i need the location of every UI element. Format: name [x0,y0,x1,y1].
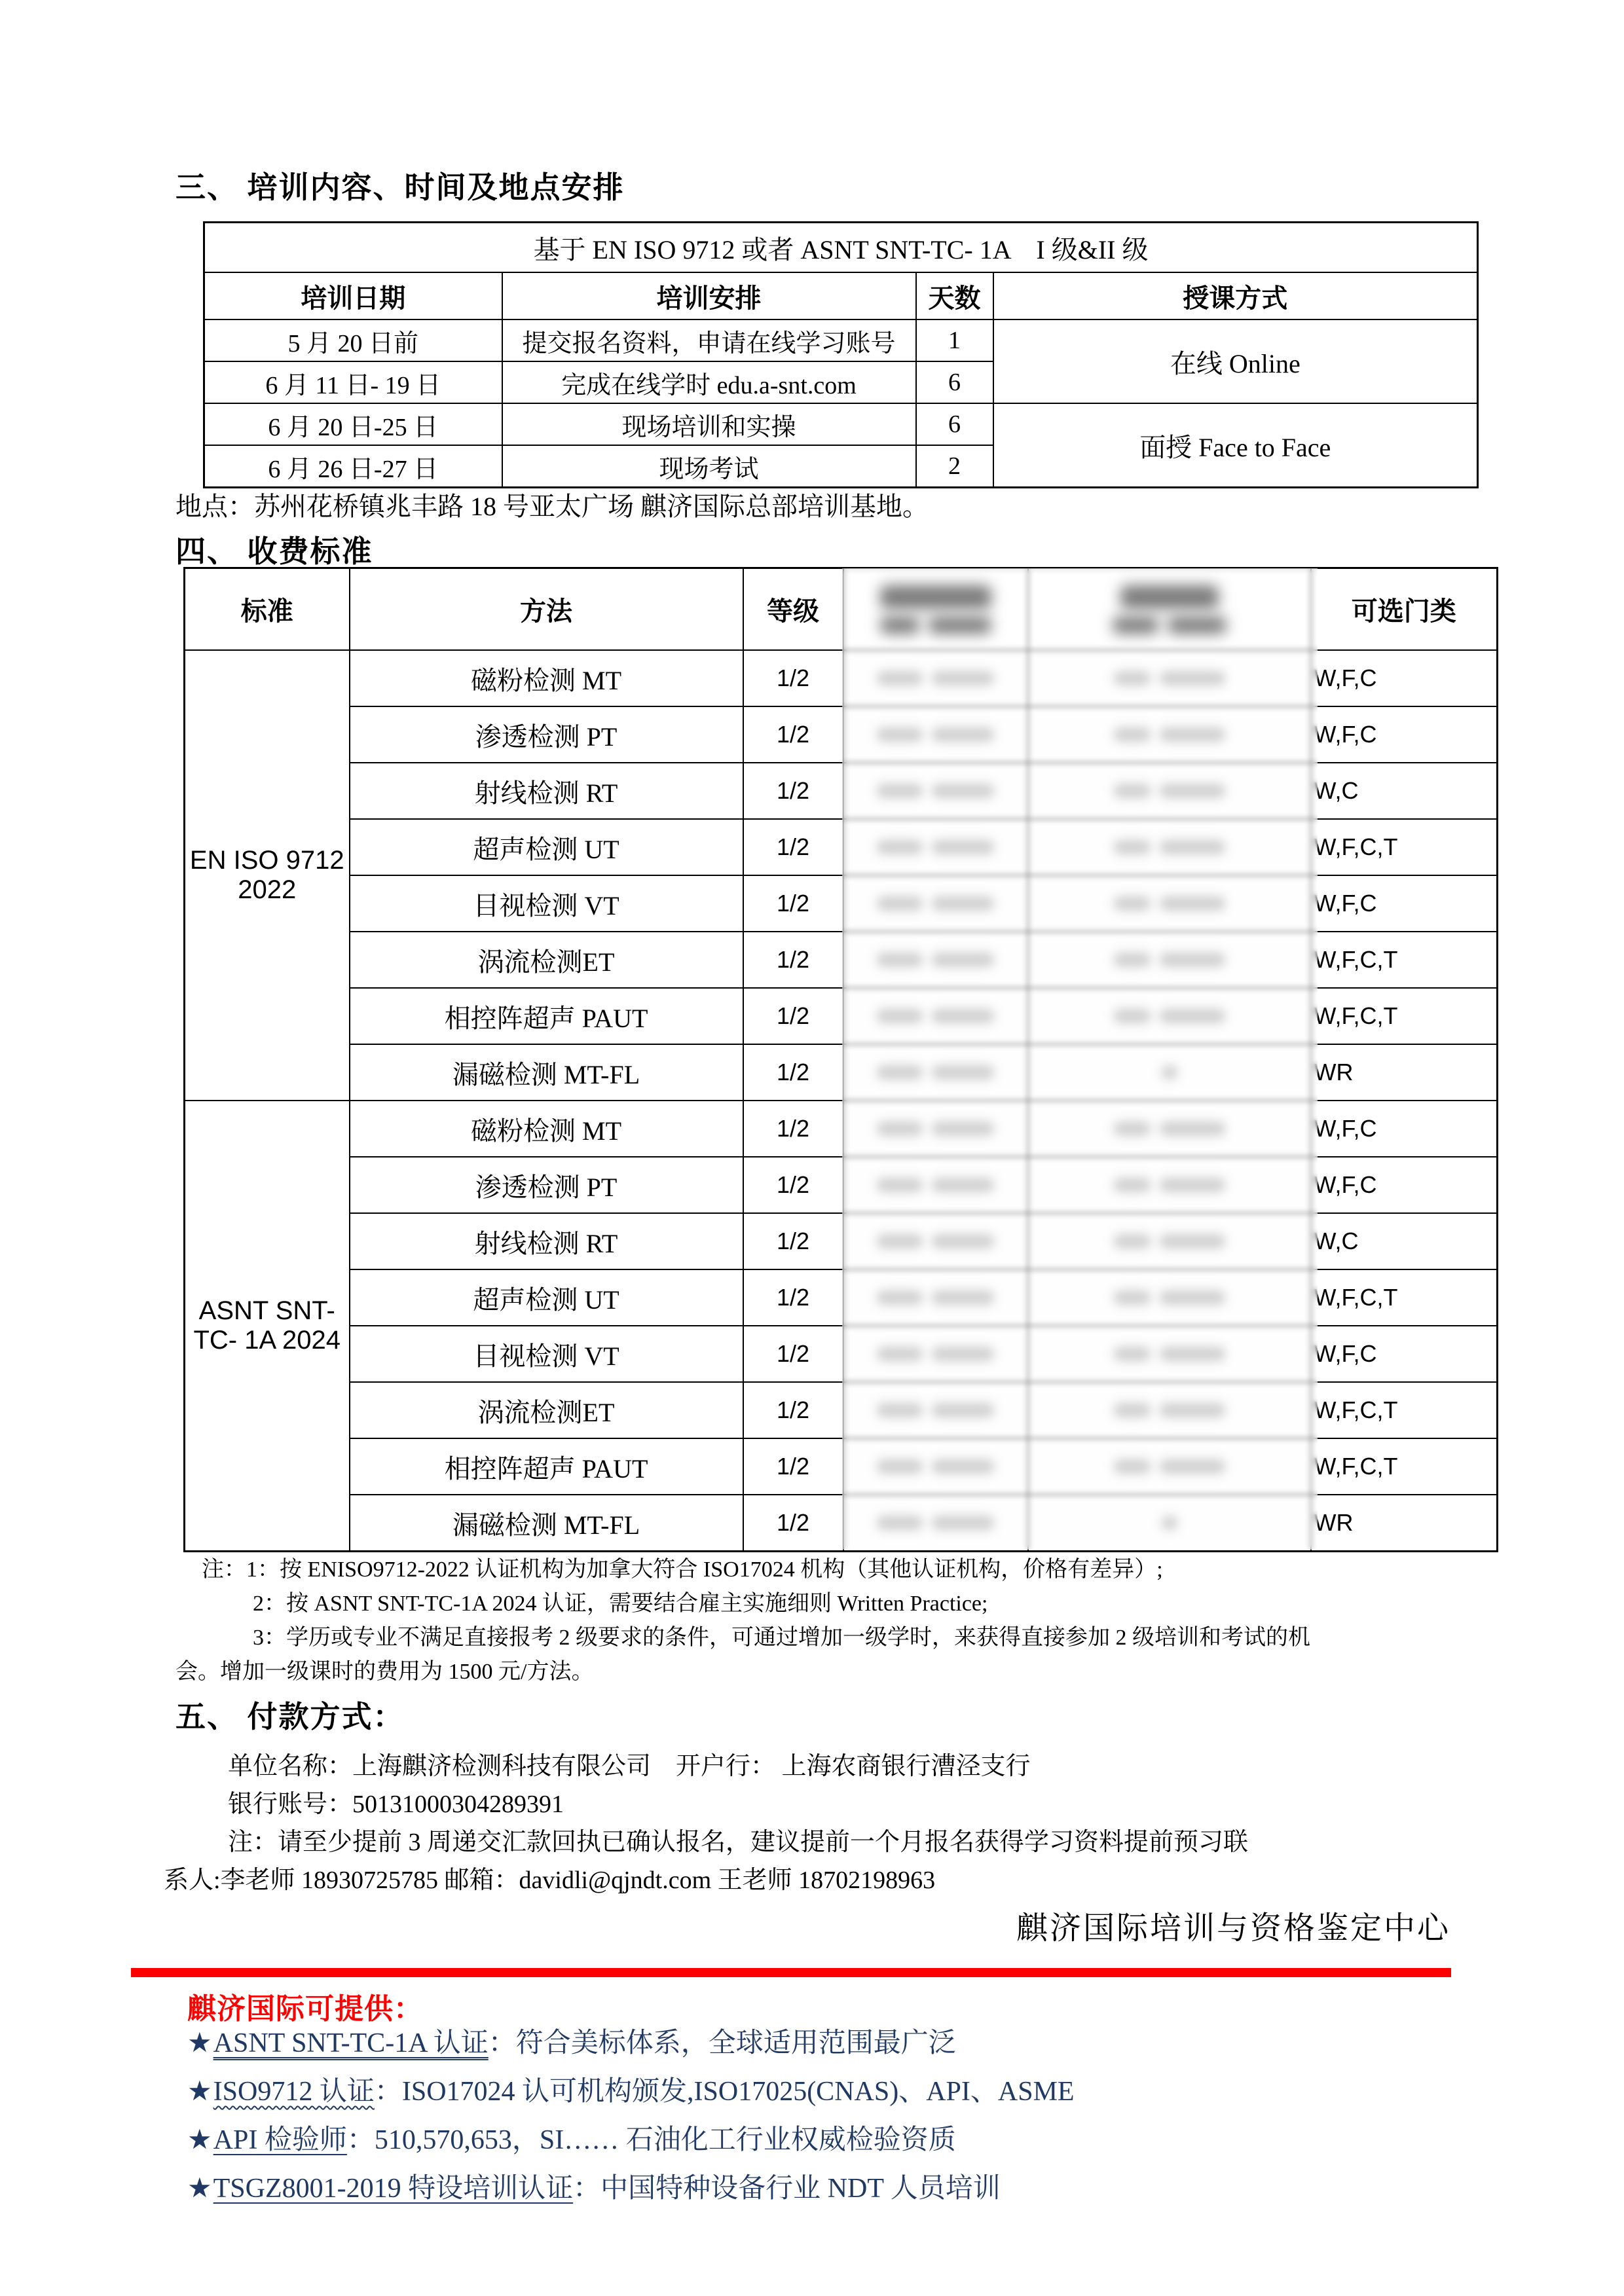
blur-blob [929,617,991,634]
blur-blob [880,617,919,634]
blur-blob [932,784,994,798]
blur-blob-line [1029,1288,1310,1307]
blur-blob-line [1029,950,1310,970]
blur-blob [877,1347,923,1361]
blur-blob [1160,1009,1225,1023]
fee-price-redacted-cell [843,1326,1028,1382]
blur-blob [1114,1178,1151,1192]
fee-level-cell: 1/2 [743,1382,843,1438]
footer-item [187,2124,1075,2157]
schedule-days-cell: 6 [916,403,993,445]
fee-row [185,763,1498,819]
blur-blob [932,953,994,967]
fee-method-cell: 磁粉检测 MT [350,1101,743,1157]
fee-column-header: 可选门类 [1311,568,1498,651]
fee-row [185,1495,1498,1552]
payment-account-line: 银行账号：50131000304289391 [228,1791,564,1818]
blur-blob [1114,896,1151,911]
fee-level-cell: 1/2 [743,1101,843,1157]
blur-blob [877,1516,923,1530]
blur-blob [1160,840,1225,854]
blur-blob [1160,1459,1225,1474]
blur-blob-line [1029,1344,1310,1364]
fee-level-cell: 1/2 [743,1495,843,1552]
blur-blob [1114,1234,1151,1248]
schedule-header-row [204,272,1478,319]
blur-blob-line [1029,1513,1310,1533]
blur-blob-line [1029,1175,1310,1195]
schedule-column-header: 培训日期 [204,272,502,319]
footer-item-text: ：ISO17024 认可机构颁发,ISO17025(CNAS)、API、ASME [374,2077,1075,2107]
blur-blob-line [844,1288,1027,1307]
blur-blob [932,1121,994,1136]
blur-blob-line [844,950,1027,970]
provide-heading: 麒济国际可提供： [187,1993,423,2025]
fee-categories-cell: W,F,C,T [1311,1438,1498,1495]
schedule-days-cell: 1 [916,319,993,361]
fee-price-redacted-cell [843,706,1028,763]
fee-price-redacted-cell [1028,1101,1311,1157]
fee-price-redacted-cell [843,763,1028,819]
fee-level-cell: 1/2 [743,1213,843,1269]
fee-price-redacted-cell [1028,819,1311,875]
blur-blob [932,1178,994,1192]
blur-blob [1160,1178,1225,1192]
footer-item-text: ：510,570,653，SI…… 石油化工行业权威检验资质 [346,2125,956,2155]
fee-note-line: 会。增加一级课时的费用为 1500 元/方法。 [175,1660,594,1684]
fee-row [185,1438,1498,1495]
fee-method-cell: 超声检测 UT [350,1269,743,1326]
fee-method-cell: 涡流检测ET [350,932,743,988]
footer-item-lead: ASNT SNT-TC-1A 认证 [213,2028,489,2058]
fee-method-cell: 射线检测 RT [350,763,743,819]
fee-price-redacted-cell [1028,1044,1311,1101]
blur-blob [877,896,923,911]
blur-blob [932,1459,994,1474]
fee-price-redacted-cell [843,1044,1028,1101]
blur-blob [1160,671,1225,685]
blur-blob [1114,840,1151,854]
blur-blob [1160,1347,1225,1361]
blur-blob [932,1347,994,1361]
fee-method-cell: 渗透检测 PT [350,1157,743,1213]
fee-price-redacted-cell [843,1438,1028,1495]
fee-row [185,932,1498,988]
fee-price-redacted-cell [843,1213,1028,1269]
blur-blob [932,896,994,911]
fee-categories-cell: W,F,C [1311,650,1498,706]
section5-heading: 五、 付款方式： [175,1700,405,1734]
fee-categories-cell: W,F,C,T [1311,819,1498,875]
schedule-activity-cell: 完成在线学时 edu.a-snt.com [502,361,916,403]
fee-categories-cell: WR [1311,1495,1498,1552]
blur-blob [877,953,923,967]
footer-item-lead: ISO9712 认证 [213,2077,375,2107]
blur-blob [932,840,994,854]
star-icon: ★ [187,2174,212,2204]
blur-blob [1114,1290,1151,1305]
blur-blob [1114,671,1151,685]
blur-blob-line [1029,1119,1310,1139]
location-line: 地点：苏州花桥镇兆丰路 18 号亚太广场 麒济国际总部培训基地。 [175,492,929,521]
blur-blob [1114,1403,1151,1417]
fee-level-cell: 1/2 [743,932,843,988]
schedule-date-cell: 6 月 20 日-25 日 [204,403,502,445]
fee-column-header: 等级 [743,568,843,651]
schedule-days-cell: 6 [916,361,993,403]
fee-categories-cell: W,C [1311,763,1498,819]
blur-blob-line [844,583,1027,611]
fee-note-line: 注：1：按 ENISO9712-2022 认证机构为加拿大符合 ISO17024 机构（其他认证机构，价格有差异）; [202,1558,1163,1582]
fee-level-cell: 1/2 [743,706,843,763]
fee-price-redacted-cell [1028,1382,1311,1438]
fee-categories-cell: W,F,C,T [1311,932,1498,988]
blur-blob [877,1459,923,1474]
blur-blob [877,840,923,854]
blur-blob [880,585,991,609]
payment-note-line: 注：请至少提前 3 周递交汇款回执已确认报名，建议提前一个月报名获得学习资料提前预习联 [228,1829,1249,1856]
fee-price-redacted-cell [843,932,1028,988]
blur-blob [932,1403,994,1417]
fee-row [185,650,1498,706]
fee-column-header: 标准 [185,568,350,651]
blur-blob [877,1121,923,1136]
fee-price-redacted-cell [843,1157,1028,1213]
fee-price-redacted-cell [843,875,1028,932]
fee-header-row [185,568,1498,651]
blur-blob [932,1516,994,1530]
fee-column-header [1028,568,1311,651]
footer-item [187,2075,1075,2108]
blur-blob [1160,727,1225,742]
fee-categories-cell: W,F,C [1311,1157,1498,1213]
blur-blob [877,1290,923,1305]
fee-row [185,1157,1498,1213]
blur-blob [877,1065,923,1080]
fee-method-cell: 目视检测 VT [350,875,743,932]
blur-blob [1168,617,1227,634]
blur-blob [1114,1121,1151,1136]
fee-standard-cell: EN ISO 9712 2022 [185,650,350,1101]
schedule-mode-f2f-cell: 面授 Face to Face [993,403,1478,488]
fee-level-cell: 1/2 [743,819,843,875]
blur-blob [1114,1459,1151,1474]
blur-blob [1160,1234,1225,1248]
schedule-activity-cell: 提交报名资料，申请在线学习账号 [502,319,916,361]
section3-heading: 三、 培训内容、时间及地点安排 [175,171,625,204]
fee-level-cell: 1/2 [743,763,843,819]
fee-level-cell: 1/2 [743,1269,843,1326]
fee-price-redacted-cell [843,1382,1028,1438]
fee-column-header [843,568,1028,651]
fee-standard-cell: ASNT SNT-TC- 1A 2024 [185,1101,350,1552]
blur-blob-line [844,1344,1027,1364]
fee-price-redacted-cell [1028,1269,1311,1326]
fee-row [185,706,1498,763]
fee-level-cell: 1/2 [743,1157,843,1213]
blur-blob-line [844,1513,1027,1533]
fee-price-redacted-cell [843,1269,1028,1326]
blur-blob [877,671,923,685]
blur-blob [1113,617,1158,634]
fee-price-redacted-cell [1028,1326,1311,1382]
blur-blob-line [844,1175,1027,1195]
schedule-column-header: 天数 [916,272,993,319]
blur-blob [1114,784,1151,798]
fee-categories-cell: W,F,C,T [1311,988,1498,1044]
blur-blob [932,1234,994,1248]
fee-method-cell: 相控阵超声 PAUT [350,988,743,1044]
fee-price-redacted-cell [1028,1438,1311,1495]
blur-blob-line [1029,725,1310,744]
fee-price-redacted-cell [1028,706,1311,763]
fee-method-cell: 涡流检测ET [350,1382,743,1438]
fee-categories-cell: WR [1311,1044,1498,1101]
fee-price-redacted-cell [1028,988,1311,1044]
blur-blob-line [844,894,1027,913]
schedule-mode-online-cell: 在线 Online [993,319,1478,403]
fee-table [183,567,1498,1552]
footer-item-lead: API 检验师 [213,2125,347,2155]
blur-blob [932,1290,994,1305]
fee-row [185,1269,1498,1326]
footer-item-lead: TSGZ8001-2019 特设培训认证 [213,2174,574,2204]
fee-price-redacted-cell [1028,1495,1311,1552]
fee-level-cell: 1/2 [743,988,843,1044]
schedule-banner-cell: 基于 EN ISO 9712 或者 ASNT SNT-TC- 1A I 级&II 级 [204,223,1478,273]
blur-blob [1114,727,1151,742]
blur-blob-line [844,1400,1027,1420]
payment-company-line: 单位名称：上海麒济检测科技有限公司 开户行： 上海农商银行漕泾支行 [228,1753,1031,1780]
fee-method-cell: 相控阵超声 PAUT [350,1438,743,1495]
blur-blob-line [844,781,1027,801]
blur-blob [1162,1065,1177,1080]
fee-price-redacted-cell [843,819,1028,875]
blur-blob-line [844,614,1027,636]
blur-blob [877,727,923,742]
footer-item-text: ：中国特种设备行业 NDT 人员培训 [573,2174,1001,2204]
schedule-days-cell: 2 [916,445,993,488]
fee-method-cell: 磁粉检测 MT [350,650,743,706]
fee-price-redacted-cell [1028,1157,1311,1213]
fee-method-cell: 超声检测 UT [350,819,743,875]
blur-blob [932,1009,994,1023]
fee-level-cell: 1/2 [743,1438,843,1495]
fee-row [185,1101,1498,1157]
blur-blob-line [844,1119,1027,1139]
fee-categories-cell: W,C [1311,1213,1498,1269]
fee-row [185,1382,1498,1438]
payment-contact-line: 系人:李老师 18930725785 邮箱：davidli@qjndt.com 王老师 18702198963 [164,1867,936,1894]
fee-column-header: 方法 [350,568,743,651]
section4-heading: 四、 收费标准 [175,535,373,568]
blur-blob [1160,784,1225,798]
fee-row [185,875,1498,932]
schedule-activity-cell: 现场考试 [502,445,916,488]
fee-row [185,1213,1498,1269]
blur-blob-line [844,1063,1027,1082]
blur-blob [1114,1347,1151,1361]
blur-blob-line [1029,668,1310,688]
schedule-date-cell: 6 月 11 日- 19 日 [204,361,502,403]
fee-price-redacted-cell [1028,650,1311,706]
schedule-row [204,319,1478,361]
schedule-date-cell: 5 月 20 日前 [204,319,502,361]
blur-blob-line [1029,1457,1310,1476]
fee-price-redacted-cell [1028,932,1311,988]
fee-price-redacted-cell [1028,875,1311,932]
blur-blob-line [844,668,1027,688]
blur-blob-line [1029,1063,1310,1082]
blur-blob [1160,1121,1225,1136]
blur-blob [877,1403,923,1417]
blur-blob-line [1029,1006,1310,1026]
schedule-row [204,403,1478,445]
fee-notes [175,1553,1505,1689]
fee-level-cell: 1/2 [743,1044,843,1101]
fee-method-cell: 目视检测 VT [350,1326,743,1382]
fee-categories-cell: W,F,C [1311,706,1498,763]
blur-blob [1160,896,1225,911]
fee-note-line: 2：按 ASNT SNT-TC-1A 2024 认证，需要结合雇主实施细则 Written Practice; [253,1592,988,1616]
red-divider-bar [131,1968,1451,1977]
blur-blob [932,727,994,742]
blur-blob [1162,1516,1177,1530]
schedule-banner-row [204,223,1478,273]
footer-items [187,2027,1075,2205]
fee-price-redacted-cell [843,1101,1028,1157]
fee-row [185,1326,1498,1382]
blur-blob [877,1234,923,1248]
footer-item [187,2172,1075,2205]
blur-blob [1160,953,1225,967]
schedule-column-header: 培训安排 [502,272,916,319]
star-icon: ★ [187,2125,212,2155]
fee-level-cell: 1/2 [743,875,843,932]
blur-blob-line [1029,583,1310,611]
fee-level-cell: 1/2 [743,650,843,706]
schedule-date-cell: 6 月 26 日-27 日 [204,445,502,488]
blur-blob [932,1065,994,1080]
blur-blob-line [844,1231,1027,1251]
fee-level-cell: 1/2 [743,1326,843,1382]
fee-row [185,1044,1498,1101]
blur-blob-line [844,837,1027,857]
footer-item [187,2027,1075,2060]
fee-method-cell: 漏磁检测 MT-FL [350,1495,743,1552]
fee-note-line: 3：学历或专业不满足直接报考 2 级要求的条件，可通过增加一级学时，来获得直接参加 2 级培训和考试的机 [253,1626,1310,1650]
blur-blob-line [1029,781,1310,801]
blur-blob [1120,585,1219,609]
fee-method-cell: 射线检测 RT [350,1213,743,1269]
footer-item-text: ：符合美标体系，全球适用范围最广泛 [488,2028,956,2058]
schedule-column-header: 授课方式 [993,272,1478,319]
fee-categories-cell: W,F,C [1311,1326,1498,1382]
fee-method-cell: 渗透检测 PT [350,706,743,763]
blur-blob [932,671,994,685]
fee-row [185,988,1498,1044]
blur-blob-line [1029,1400,1310,1420]
schedule-activity-cell: 现场培训和实操 [502,403,916,445]
fee-categories-cell: W,F,C [1311,875,1498,932]
schedule-table [203,221,1479,488]
blur-blob [877,1009,923,1023]
blur-blob [1114,1009,1151,1023]
blur-blob [1160,1290,1225,1305]
fee-price-redacted-cell [1028,1213,1311,1269]
blur-blob-line [1029,614,1310,636]
fee-categories-cell: W,F,C [1311,1101,1498,1157]
blur-blob-line [844,1006,1027,1026]
fee-categories-cell: W,F,C,T [1311,1269,1498,1326]
fee-price-redacted-cell [843,1495,1028,1552]
star-icon: ★ [187,2077,212,2107]
fee-price-redacted-cell [843,650,1028,706]
fee-price-redacted-cell [843,988,1028,1044]
fee-categories-cell: W,F,C,T [1311,1382,1498,1438]
blur-blob-line [1029,1231,1310,1251]
star-icon: ★ [187,2028,212,2058]
blur-blob-line [844,1457,1027,1476]
signature-line: 麒济国际培训与资格鉴定中心 [1016,1911,1450,1946]
blur-blob [1160,1403,1225,1417]
blur-blob [1114,953,1151,967]
fee-row [185,819,1498,875]
fee-method-cell: 漏磁检测 MT-FL [350,1044,743,1101]
blur-blob-line [844,725,1027,744]
blur-blob-line [1029,837,1310,857]
fee-price-redacted-cell [1028,763,1311,819]
blur-blob [877,1178,923,1192]
blur-blob-line [1029,894,1310,913]
blur-blob [877,784,923,798]
